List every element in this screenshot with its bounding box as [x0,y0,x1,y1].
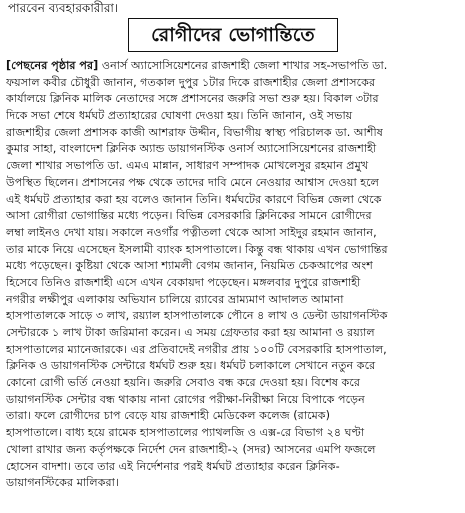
article-line: এই ধর্মঘট প্রত্যাহার করা হয় বলেও জানান তিনি। ধর্মঘটের কারণে বিভিন্ন জেলা থেকে [6,192,382,206]
article-line: হাসপাতালকে সাড়ে ৩ লাখ, রয়্যাল হাসপাতালকে পৌনে ৪ লাখ ও ডেল্টা ডায়াগনস্টিক [6,309,388,323]
article-line: হিসেবে তিনিও রাজশাহী এসে এখন বেকায়দা পড়েছেন। মঙ্গলবার দুপুরে রাজশাহী [6,275,361,289]
article-line: হাসপাতালের ম্যানেজারকে। এর প্রতিবাদেই নগরীর প্রায় ১০০টি বেসরকারি হাসপাতাল, [6,342,387,356]
article-line: ডায়াগনস্টিক সেন্টার বন্ধ থাকায় নানা রোগের পরীক্ষা-নিরীক্ষা নিয়ে বিপাকে পড়েন [6,392,365,406]
article-line: তার মাকে নিয়ে এসেছেন ইসলামী ব্যাংক হাসপাতালে। কিন্তু বন্ধ থাকায় এখন ভোগান্তির [6,242,388,256]
article-line: রাজশাহীর জেলা প্রশাসক কাজী আশরাফ উদ্দীন, বিভাগীয় স্বাস্থ্য পরিচালক ডা. আশীষ [6,125,383,139]
article-line [6,58,458,75]
article-line: কোনো রোগী ভর্তি নেওয়া হয়নি। জরুরি সেবাও বন্ধ করে দেওয়া হয়। বিশেষ করে [6,376,361,390]
article-line: মধ্যে পড়েছেন। কুষ্টিয়া থেকে আসা শ্যামলী বেগম জানান, নিয়মিত চেকআপের অংশ [6,259,373,273]
article-line: হোসেন বাদশা। তবে তার এই নির্দেশনার পরই ধর্মঘট প্রত্যাহার করেন ক্লিনিক- [6,459,340,473]
article-line: দিকে সভা শেষে ধর্মঘট প্রত্যাহারের ঘোষণা দেওয়া হয়। তিনি জানান, ওই সভায় [6,109,353,123]
article-line: সেন্টারকে ১ লাখ টাকা জরিমানা করেন। এ সময় গ্রেফতার করা হয় আমানা ও রয়্যাল [6,326,375,339]
article-line: কার্যালয়ে ক্লিনিক মালিক নেতাদের সঙ্গে প্রশাসনের জরুরি সভা শুরু হয়। বিকাল ৩টার [6,92,379,106]
article-body [6,58,458,492]
article-line: তারা। ফলে রোগীদের চাপ বেড়ে যায় রাজশাহী মেডিকেল কলেজ (রামেক) [6,409,330,423]
article-line: ক্লিনিক ও ডায়াগনস্টিক সেন্টারে ধর্মঘট শুরু হয়। ধর্মঘট চলাকালে সেখানে নতুন করে [6,359,376,373]
headline-box [128,18,338,52]
article-line: জেলা শাখার সভাপতি ডা. এমএ মান্নান, সাধারণ সম্পাদক মোখলেসুর রহমান প্রমুখ [6,159,369,173]
headline: রোগীদের ভোগান্তিতে [151,24,315,46]
article-line: কুমার সাহা, বাংলাদেশ ক্লিনিক অ্যান্ড ডায়াগনস্টিক ওনার্স অ্যাসোসিয়েশনের রাজশাহী [6,142,377,156]
article-line: হাসপাতালে। বাধ্য হয়ে রামেক হাসপাতালের প্যাথলজি ও এক্স-রে বিভাগ ২৪ ঘণ্টা [6,426,365,440]
article-line: খোলা রাখার জন্য কর্তৃপক্ষকে নির্দেশ দেন রাজশাহী-২ (সদর) আসনের এমপি ফজলে [6,442,376,456]
article-line: ফয়সাল কবীর চৌধুরী জানান, গতকাল দুপুর ১টার দিকে রাজশাহীর জেলা প্রশাসকের [6,75,376,89]
article-line: লম্বা লাইনও দেখা যায়। সকালে নওগাঁর পত্নীতলা থেকে আসা সাইদুর রহমান জানান, [6,225,377,239]
article-line: আসা রোগীরা ভোগান্তির মধ্যে পড়েন। বিভিন্ন বেসরকারি ক্লিনিকের সামনে রোগীদের [6,209,372,223]
article-line-text: ওনার্স অ্যাসোসিয়েশনের রাজশাহী জেলা শাখার সহ-সভাপতি ডা. [98,59,388,72]
continuation-kicker: [পেছনের পৃষ্ঠার পর] [6,59,99,72]
article-line: নগরীর লক্ষীপুর এলাকায় অভিযান চালিয়ে র‍্যাবের ভ্রাম্যমাণ আদালত আমানা [6,292,344,306]
article-line: উপস্থিত ছিলেন। প্রশাসনের পক্ষ থেকে তাদের দাবি মেনে নেওয়ার আশ্বাস দেওয়া হলে [6,175,379,189]
previous-article-tail: পারবেন ব্যবহারকারীরা। [8,1,119,15]
article-line: ডায়াগনস্টিকের মালিকরা। [6,476,119,490]
